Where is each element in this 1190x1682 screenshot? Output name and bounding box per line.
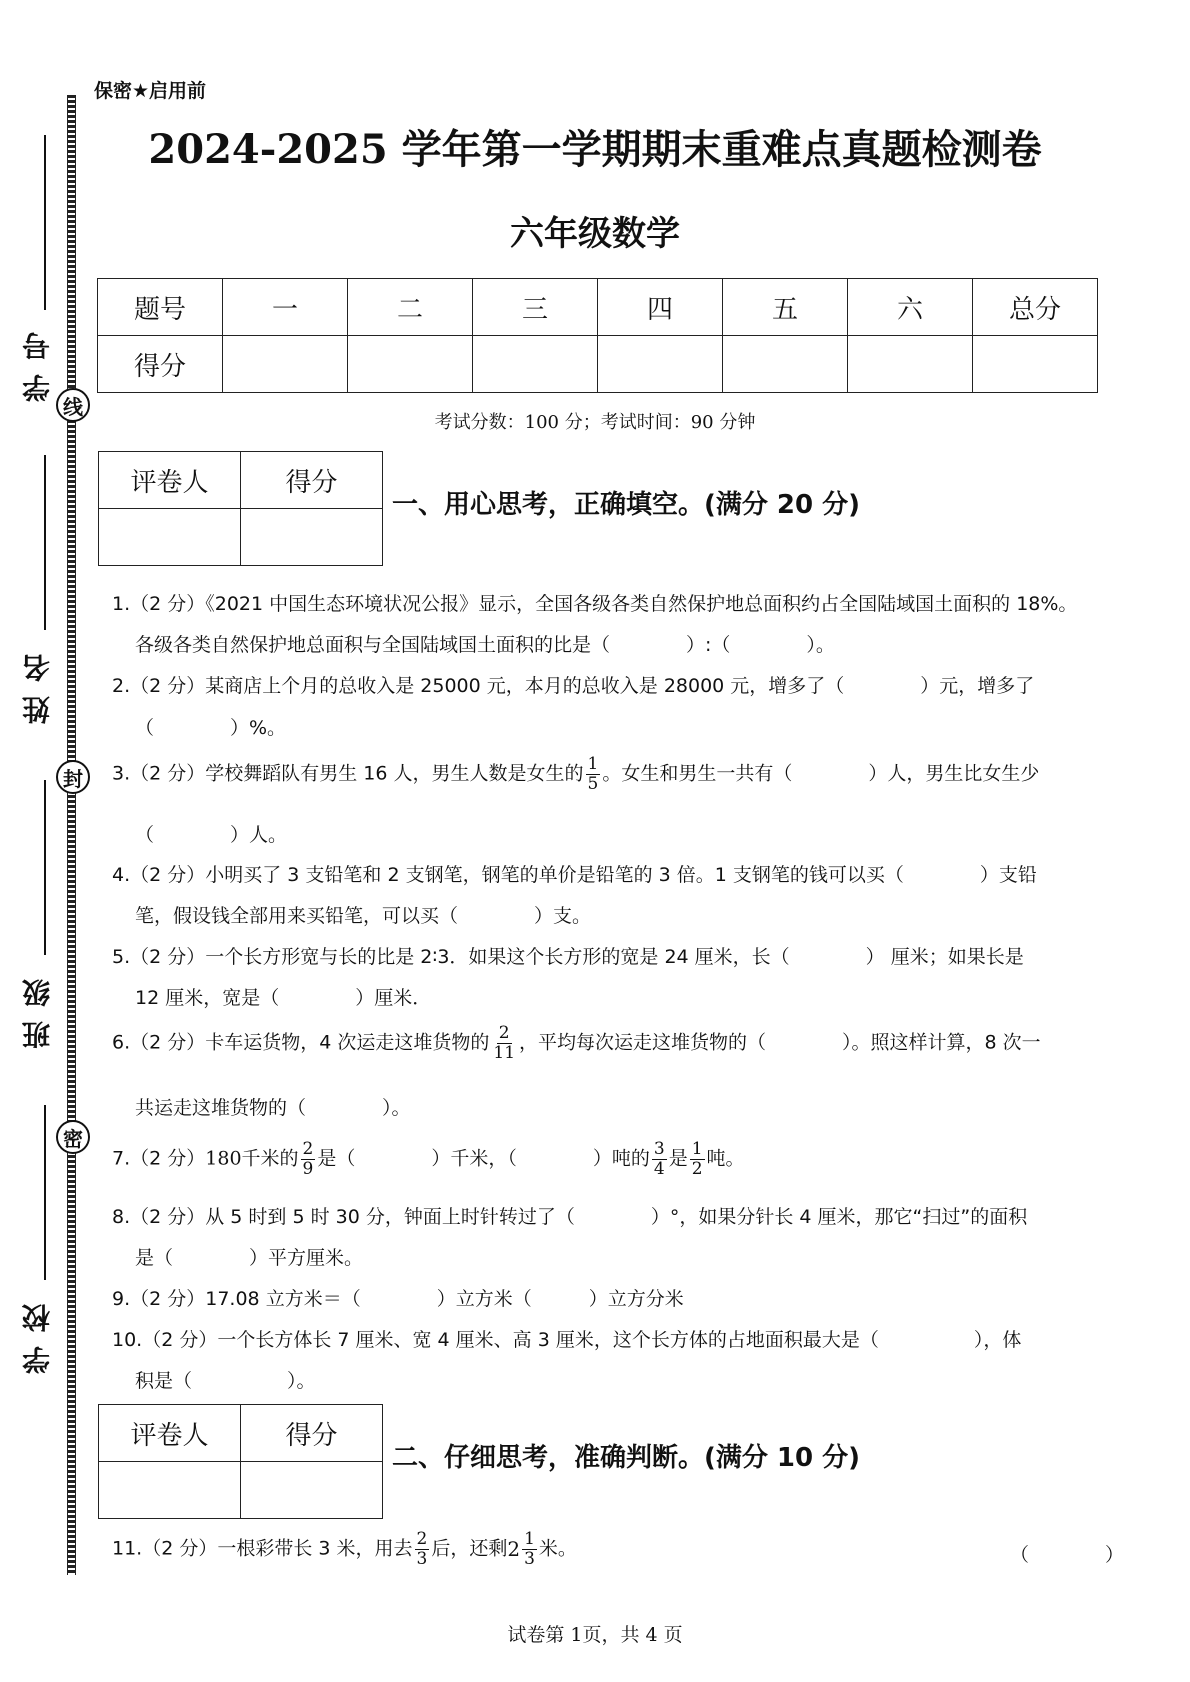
grader-label: 评卷人 — [99, 452, 241, 509]
grader-score-entry-cell[interactable] — [241, 509, 383, 566]
question-10-line2: 积是（ ）。 — [135, 1370, 316, 1392]
binding-line-dots — [67, 95, 76, 1575]
score-entry-cell[interactable] — [598, 336, 723, 393]
question-2-line2: （ ）%。 — [135, 717, 287, 739]
question-6-line1 — [112, 1024, 1041, 1062]
question-7 — [112, 1140, 745, 1178]
question-8-line2: 是（ ）平方厘米。 — [135, 1247, 364, 1269]
question-11-text-b: 后，还剩 — [431, 1537, 508, 1560]
question-5-line1: 5.（2 分）一个长方形宽与长的比是 2∶3．如果这个长方形的宽是 24 厘米，长（ ） 厘米；如果长是 — [112, 946, 1024, 968]
score-header-cell: 一 — [223, 279, 348, 336]
name-label: 姓名 — [21, 640, 54, 724]
question-4-line2: 笔，假设钱全部用来买铅笔，可以买（ ）支。 — [135, 905, 592, 927]
question-1-line1: 1.（2 分）《2021 中国生态环境状况公报》显示，全国各级各类自然保护地总面积约占全国陆域国土面积的 18%。 — [112, 593, 1078, 615]
question-6-text-a: 6.（2 分）卡车运货物，4 次运走这堆货物的 — [112, 1031, 490, 1054]
score-table-score-row — [98, 336, 1098, 393]
score-table-header-row — [98, 279, 1098, 336]
page-title: 2024-2025 学年第一学期期末重难点真题检测卷 — [148, 126, 1042, 173]
score-header-cell: 二 — [348, 279, 473, 336]
exam-info: 考试分数：100 分；考试时间：90 分钟 — [434, 412, 756, 433]
grader-label: 评卷人 — [99, 1405, 241, 1462]
school-label: 学校 — [21, 1290, 54, 1374]
question-3-line1 — [112, 755, 1039, 793]
grader-entry-cell[interactable] — [99, 1462, 241, 1519]
score-entry-cell[interactable] — [973, 336, 1098, 393]
fraction: $\frac{2}{9}$ — [302, 1139, 314, 1179]
question-10-line1: 10.（2 分）一个长方体长 7 厘米、宽 4 厘米、高 3 厘米，这个长方体的占地面积最大是（ ），体 — [112, 1329, 1022, 1351]
page-subtitle: 六年级数学 — [510, 214, 680, 254]
grader-entry-cell[interactable] — [99, 509, 241, 566]
grader-box-section1 — [98, 451, 383, 566]
question-2-line1: 2.（2 分）某商店上个月的总收入是 25000 元，本月的总收入是 28000 元，增多了（ ）元，增多了 — [112, 675, 1035, 697]
score-entry-cell[interactable] — [223, 336, 348, 393]
score-header-cell: 题号 — [98, 279, 223, 336]
question-3-line2: （ ）人。 — [135, 824, 288, 846]
grader-score-entry-cell[interactable] — [241, 1462, 383, 1519]
grader-score-label: 得分 — [241, 452, 383, 509]
score-entry-cell[interactable] — [848, 336, 973, 393]
score-header-cell: 五 — [723, 279, 848, 336]
question-11-text-a: 11.（2 分）一根彩带长 3 米，用去 — [112, 1537, 413, 1560]
student-id-label: 学号 — [21, 318, 54, 402]
line-mark: 线 — [56, 388, 90, 422]
grader-score-label: 得分 — [241, 1405, 383, 1462]
class-label: 班级 — [21, 965, 54, 1049]
page-footer: 试卷第 1页，共 4 页 — [507, 1624, 683, 1646]
score-header-cell: 四 — [598, 279, 723, 336]
question-11-text-c: 米。 — [538, 1537, 577, 1560]
question-6-line2: 共运走这堆货物的（ ）。 — [135, 1097, 411, 1119]
question-5-line2: 12 厘米，宽是（ ）厘米． — [135, 987, 432, 1009]
confidential-label: 保密★启用前 — [94, 80, 207, 102]
score-entry-cell[interactable] — [473, 336, 598, 393]
score-table — [97, 278, 1098, 393]
mixed-number-integer: 2 — [507, 1537, 521, 1562]
score-header-cell: 六 — [848, 279, 973, 336]
question-9: 9.（2 分）17.08 立方米＝（ ）立方米（ ）立方分米 — [112, 1288, 684, 1310]
question-7-text-d: 是 — [668, 1147, 688, 1170]
question-11 — [112, 1530, 577, 1568]
school-line — [44, 1105, 46, 1280]
fraction: $\frac{3}{4}$ — [653, 1139, 665, 1179]
section1-title: 一、用心思考，正确填空。(满分 20 分) — [392, 490, 861, 520]
score-row-label: 得分 — [98, 336, 223, 393]
question-7-text-e: 吨。 — [706, 1147, 745, 1170]
score-header-cell: 总分 — [973, 279, 1098, 336]
secret-mark: 密 — [56, 1120, 90, 1154]
seal-mark: 封 — [56, 760, 90, 794]
class-line — [44, 780, 46, 955]
fraction: $\frac{2}{11}$ — [493, 1023, 516, 1063]
question-7-text-c: 是（ ）千米，（ ）吨的 — [317, 1147, 650, 1170]
question-3-text-b: 。女生和男生一共有（ ）人，男生比女生少 — [602, 762, 1040, 785]
score-entry-cell[interactable] — [723, 336, 848, 393]
section2-title: 二、仔细思考，准确判断。(满分 10 分) — [392, 1443, 861, 1473]
fraction: $\frac{1}{2}$ — [691, 1139, 703, 1179]
question-8-line1: 8.（2 分）从 5 时到 5 时 30 分，钟面上时针转过了（ ）°，如果分针长 4 厘米，那它“扫过”的面积 — [112, 1206, 1028, 1228]
question-6-text-b: ，平均每次运走这堆货物的（ ）。照这样计算，8 次一 — [519, 1031, 1041, 1054]
question-7-text-b: 180千米的 — [205, 1147, 299, 1170]
question-11-answer-blank[interactable]: （ ） — [1010, 1544, 1125, 1566]
question-7-prefix: 7.（2 分） — [112, 1147, 206, 1170]
fraction: $\frac{2}{3}$ — [416, 1529, 428, 1569]
question-4-line1: 4.（2 分）小明买了 3 支铅笔和 2 支钢笔，钢笔的单价是铅笔的 3 倍。1 支钢笔的钱可以买（ ）支铅 — [112, 864, 1037, 886]
question-3-text-a: 3.（2 分）学校舞蹈队有男生 16 人，男生人数是女生的 — [112, 762, 584, 785]
score-entry-cell[interactable] — [348, 336, 473, 393]
question-1-line2: 各级各类自然保护地总面积与全国陆域国土面积的比是（ ）:（ ）。 — [135, 634, 835, 656]
grader-box-section2 — [98, 1404, 383, 1519]
fraction: $\frac{1}{3}$ — [524, 1529, 535, 1569]
score-header-cell: 三 — [473, 279, 598, 336]
name-line — [44, 455, 46, 630]
fraction: $\frac{1}{5}$ — [587, 754, 599, 794]
